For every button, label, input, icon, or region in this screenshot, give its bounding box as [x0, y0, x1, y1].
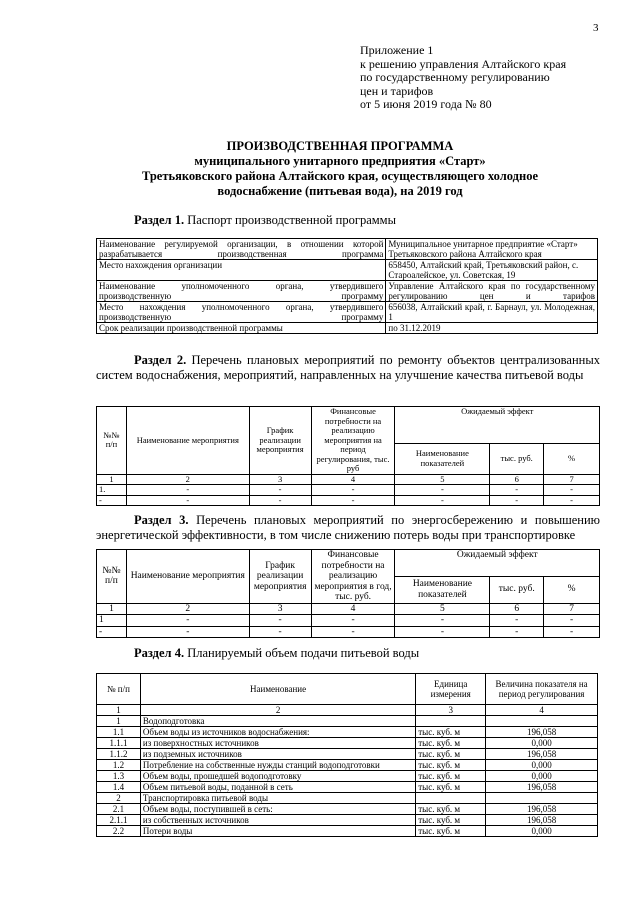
column-number: 7: [544, 474, 600, 485]
col-finance-header: Финансовые потребности на реализацию мероприятия в год, тыс. руб.: [311, 550, 395, 604]
repair-measures-table: [96, 406, 600, 506]
section4-heading: [134, 646, 419, 661]
column-number: 1: [97, 474, 127, 485]
passport-field-value: 658450, Алтайский край, Третьяковский район, с. Староалейское, ул. Советская, 19: [386, 260, 598, 281]
passport-field-name: Наименование регулируемой организации, в отношении которой разрабатывается производственная программа: [97, 239, 386, 260]
col-name-header: Наименование мероприятия: [126, 550, 249, 604]
row-value: 0,000: [486, 771, 598, 782]
table-cell: -: [490, 495, 544, 506]
table-cell: -: [249, 626, 311, 638]
passport-row: [97, 239, 598, 260]
table-cell: -: [395, 626, 490, 638]
row-name: из поверхностных источников: [140, 738, 415, 749]
col-rub-header: тыс. руб.: [490, 443, 544, 474]
appendix-line: цен и тарифов: [360, 83, 434, 98]
section4-label: Раздел 4.: [134, 646, 185, 660]
column-numbers-row: [97, 705, 598, 716]
table-cell: -: [249, 615, 311, 627]
table-row: [97, 760, 598, 771]
document-title: [60, 139, 620, 199]
column-number: 6: [490, 603, 544, 615]
col-unit-header: Единица измерения: [416, 674, 486, 705]
row-number: 2.1.1: [97, 815, 141, 826]
row-name: Потери воды: [140, 826, 415, 837]
header-row: [97, 550, 600, 577]
column-number: 4: [311, 603, 395, 615]
passport-field-value: Управление Алтайского края по государственному регулированию цен и тарифов: [386, 281, 598, 302]
table-cell: -: [544, 495, 600, 506]
column-number: 3: [416, 705, 486, 716]
row-unit: тыс. куб. м: [416, 727, 486, 738]
row-value: [486, 793, 598, 804]
passport-field-value: 656038, Алтайский край, г. Барнаул, ул. Молодежная, 1: [386, 302, 598, 323]
row-unit: [416, 716, 486, 727]
appendix-block: [360, 44, 566, 112]
energy-measures-table: [96, 549, 600, 638]
col-rub-header: тыс. руб.: [490, 576, 544, 603]
col-name-header: Наименование: [140, 674, 415, 705]
table-cell: -: [490, 485, 544, 496]
table-cell: -: [395, 495, 490, 506]
table-cell: -: [126, 485, 249, 496]
section2-heading: [96, 353, 600, 383]
row-number: 1.1.2: [97, 749, 141, 760]
col-num-header: № п/п: [97, 674, 141, 705]
section1-text: Паспорт производственной программы: [187, 213, 396, 227]
table-cell: -: [126, 626, 249, 638]
table-cell: -: [311, 626, 395, 638]
row-name: из собственных источников: [140, 815, 415, 826]
column-number: 4: [486, 705, 598, 716]
row-value: 196,058: [486, 782, 598, 793]
row-number: 1.1.1: [97, 738, 141, 749]
row-value: 0,000: [486, 738, 598, 749]
passport-field-name: Место нахождения организации: [97, 260, 386, 281]
section3-label: Раздел 3.: [134, 513, 189, 527]
row-unit: [416, 793, 486, 804]
table-row: [97, 626, 600, 638]
passport-field-value: по 31.12.2019: [386, 323, 598, 334]
row-unit: тыс. куб. м: [416, 738, 486, 749]
section4-text: Планируемый объем подачи питьевой воды: [187, 646, 420, 660]
table-cell: -: [126, 495, 249, 506]
row-name: Водоподготовка: [140, 716, 415, 727]
table-row: [97, 826, 598, 837]
header-row: [97, 674, 598, 705]
col-schedule-header: График реализации мероприятия: [249, 407, 311, 475]
column-number: 4: [311, 474, 395, 485]
col-schedule-header: График реализации мероприятия: [249, 550, 311, 604]
col-effect-header: Ожидаемый эффект: [395, 550, 600, 577]
row-unit: тыс. куб. м: [416, 826, 486, 837]
row-name: Транспортировка питьевой воды: [140, 793, 415, 804]
table-row: [97, 793, 598, 804]
title-line: ПРОИЗВОДСТВЕННАЯ ПРОГРАММА: [226, 139, 454, 153]
table-row: [97, 727, 598, 738]
table-cell: -: [544, 626, 600, 638]
row-value: 196,058: [486, 815, 598, 826]
row-number: 1: [97, 716, 141, 727]
section3-text: Перечень плановых мероприятий по энергосбережению и повышению энергетической эффективности, в том числе снижению потерь воды при транспортировке: [96, 513, 601, 542]
row-value: 0,000: [486, 760, 598, 771]
table-cell: -: [544, 615, 600, 627]
table-row: [97, 782, 598, 793]
col-finance-header: Финансовые потребности на реализацию мероприятия на период регулирования, тыс. руб: [311, 407, 395, 475]
row-number: 1.2: [97, 760, 141, 771]
table-row: [97, 749, 598, 760]
column-number: 2: [126, 474, 249, 485]
title-line: водоснабжение (питьевая вода), на 2019 год: [217, 184, 463, 198]
passport-field-name: Срок реализации производственной программы: [97, 323, 386, 334]
table-cell: -: [97, 495, 127, 506]
table-cell: -: [311, 615, 395, 627]
table-cell: -: [311, 495, 395, 506]
row-number: 1.3: [97, 771, 141, 782]
table-cell: -: [490, 626, 544, 638]
table-cell: -: [249, 485, 311, 496]
appendix-line: Приложение 1: [360, 43, 434, 57]
row-value: 0,000: [486, 826, 598, 837]
passport-table: [96, 238, 598, 334]
table-cell: -: [395, 485, 490, 496]
table-cell: -: [97, 626, 127, 638]
title-line: муниципального унитарного предприятия «Старт»: [194, 154, 486, 168]
column-number: 3: [249, 474, 311, 485]
table-row: [97, 815, 598, 826]
row-number: 2.2: [97, 826, 141, 837]
header-row: [97, 407, 600, 444]
table-cell: -: [311, 485, 395, 496]
page-number: 3: [593, 22, 599, 34]
table-row: [97, 615, 600, 627]
water-supply-table: [96, 673, 598, 837]
row-unit: тыс. куб. м: [416, 771, 486, 782]
row-number: 2: [97, 793, 141, 804]
passport-row: [97, 260, 598, 281]
row-value: 196,058: [486, 749, 598, 760]
column-number: 3: [249, 603, 311, 615]
table-row: [97, 716, 598, 727]
title-line: Третьяковского района Алтайского края, осуществляющего холодное: [141, 169, 538, 183]
col-indicator-header: Наименование показателей: [395, 443, 490, 474]
passport-row: [97, 323, 598, 334]
row-number: 2.1: [97, 804, 141, 815]
row-name: Потребление на собственные нужды станций водоподготовки: [140, 760, 415, 771]
passport-row: [97, 281, 598, 302]
table-row: [97, 804, 598, 815]
row-unit: тыс. куб. м: [416, 749, 486, 760]
appendix-line: к решению управления Алтайского края: [360, 56, 567, 71]
table-row: [97, 738, 598, 749]
col-pct-header: %: [544, 443, 600, 474]
column-number: 6: [490, 474, 544, 485]
row-number: 1.1: [97, 727, 141, 738]
row-name: Объем воды, прошедшей водоподготовку: [140, 771, 415, 782]
column-numbers-row: [97, 474, 600, 485]
row-unit: тыс. куб. м: [416, 760, 486, 771]
row-value: 196,058: [486, 727, 598, 738]
row-name: Объем питьевой воды, поданной в сеть: [140, 782, 415, 793]
passport-field-value: Муниципальное унитарное предприятие «Старт» Третьяковского района Алтайского края: [386, 239, 598, 260]
column-number: 5: [395, 474, 490, 485]
column-number: 1: [97, 603, 127, 615]
section2-label: Раздел 2.: [134, 353, 187, 367]
table-row: [97, 771, 598, 782]
column-number: 5: [395, 603, 490, 615]
table-cell: -: [395, 615, 490, 627]
appendix-line: от 5 июня 2019 года № 80: [360, 97, 492, 111]
column-number: 2: [126, 603, 249, 615]
row-unit: тыс. куб. м: [416, 804, 486, 815]
passport-field-name: Наименование уполномоченного органа, утвердившего производственную программу: [97, 281, 386, 302]
section1-label: Раздел 1.: [134, 213, 185, 227]
row-unit: тыс. куб. м: [416, 815, 486, 826]
col-num-header: №№ п/п: [97, 407, 127, 475]
col-name-header: Наименование мероприятия: [126, 407, 249, 475]
section3-heading: [96, 513, 600, 543]
table-cell: 1: [97, 615, 127, 627]
column-numbers-row: [97, 603, 600, 615]
table-cell: 1.: [97, 485, 127, 496]
table-row: [97, 485, 600, 496]
col-indicator-header: Наименование показателей: [395, 576, 490, 603]
column-number: 7: [544, 603, 600, 615]
table-cell: -: [126, 615, 249, 627]
col-num-header: №№ п/п: [97, 550, 127, 604]
row-name: Объем воды, поступившей в сеть:: [140, 804, 415, 815]
table-cell: -: [544, 485, 600, 496]
column-number: 2: [140, 705, 415, 716]
table-cell: -: [490, 615, 544, 627]
section1-heading: [134, 213, 396, 228]
passport-field-name: Место нахождения уполномоченного органа, утвердившего производственную программу: [97, 302, 386, 323]
row-number: 1.4: [97, 782, 141, 793]
row-value: [486, 716, 598, 727]
col-pct-header: %: [544, 576, 600, 603]
section2-text: Перечень плановых мероприятий по ремонту объектов централизованных систем водоснабжения, мероприятий, направленных на улучшение качества питьевой воды: [96, 353, 600, 382]
row-value: 196,058: [486, 804, 598, 815]
col-effect-header: Ожидаемый эффект: [395, 407, 600, 444]
row-name: из подземных источников: [140, 749, 415, 760]
row-unit: тыс. куб. м: [416, 782, 486, 793]
row-name: Объем воды из источников водоснабжения:: [140, 727, 415, 738]
table-cell: -: [249, 495, 311, 506]
passport-row: [97, 302, 598, 323]
appendix-line: по государственному регулированию: [360, 70, 550, 84]
table-row: [97, 495, 600, 506]
col-value-header: Величина показателя на период регулирования: [486, 674, 598, 705]
column-number: 1: [97, 705, 141, 716]
